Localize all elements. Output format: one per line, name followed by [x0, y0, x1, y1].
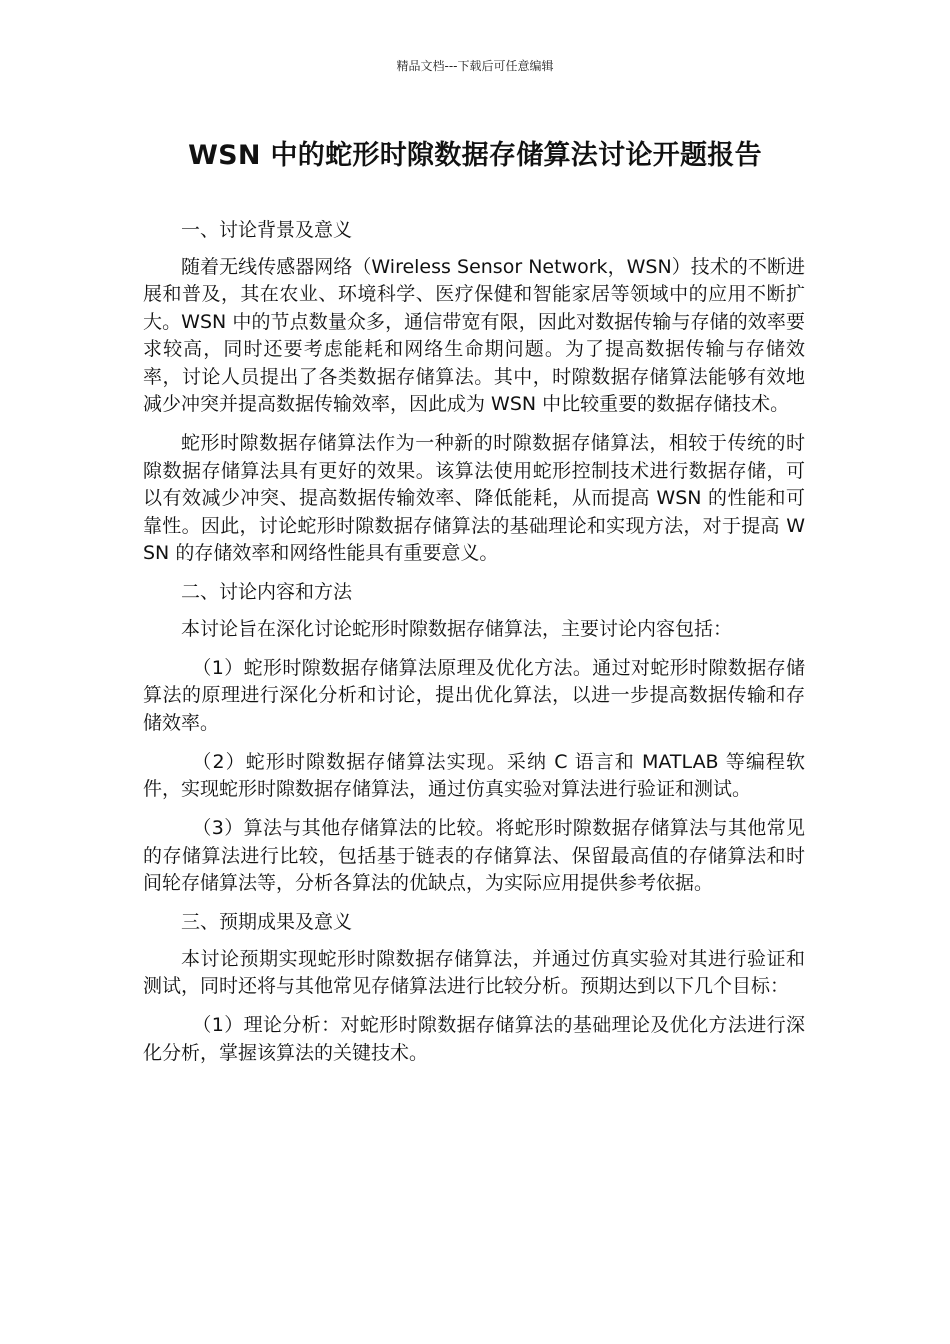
section-1-paragraph-2: 蛇形时隙数据存储算法作为一种新的时隙数据存储算法，相较于传统的时隙数据存储算法具有更好的效果。该算法使用蛇形控制技术进行数据存储，可以有效减少冲突、提高数据传输效率、降低能耗，从而提高 WSN 的性能和可靠性。因此，讨论蛇形时隙数据存储算法的基础理论和实现方法，对于提高 WSN 的存储效率和网络性能具有重要意义。	[143, 432, 805, 564]
section-3-intro: 本讨论预期实现蛇形时隙数据存储算法，并通过仿真实验对其进行验证和测试，同时还将与其他常见存储算法进行比较分析。预期达到以下几个目标：	[143, 947, 805, 997]
section-2-item-2: （2）蛇形时隙数据存储算法实现。采纳 C 语言和 MATLAB 等编程软件，实现蛇形时隙数据存储算法，通过仿真实验对算法进行验证和测试。	[143, 750, 805, 800]
document-title: WSN 中的蛇形时隙数据存储算法讨论开题报告	[188, 140, 762, 171]
section-3-item-1: （1）理论分析：对蛇形时隙数据存储算法的基础理论及优化方法进行深化分析，掌握该算法的关键技术。	[143, 1014, 805, 1064]
section-1-heading: 一、讨论背景及意义	[181, 219, 353, 241]
section-1-paragraph-1: 随着无线传感器网络（Wireless Sensor Network，WSN）技术的不断进展和普及，其在农业、环境科学、医疗保健和智能家居等领域中的应用不断扩大。WSN 中的节点数量众多，通信带宽有限，因此对数据传输与存储的效率要求较高，同时还要考虑能耗和网络生命期问题。为了提高数据传输与存储效率，讨论人员提出了各类数据存储算法。其中，时隙数据存储算法能够有效地减少冲突并提高数据传输效率，因此成为 WSN 中比较重要的数据存储技术。	[143, 255, 805, 415]
section-2-heading: 二、讨论内容和方法	[181, 581, 353, 603]
header-note: 精品文档---下载后可任意编辑	[396, 59, 554, 73]
section-2-item-3: （3）算法与其他存储算法的比较。将蛇形时隙数据存储算法与其他常见的存储算法进行比较，包括基于链表的存储算法、保留最高值的存储算法和时间轮存储算法等，分析各算法的优缺点，为实际应用提供参考依据。	[143, 817, 805, 894]
section-3-heading: 三、预期成果及意义	[181, 911, 353, 933]
document-body	[143, 217, 805, 1079]
section-2-item-1: （1）蛇形时隙数据存储算法原理及优化方法。通过对蛇形时隙数据存储算法的原理进行深化分析和讨论，提出优化算法，以进一步提高数据传输和存储效率。	[143, 656, 805, 734]
section-2-intro: 本讨论旨在深化讨论蛇形时隙数据存储算法，主要讨论内容包括：	[181, 617, 733, 640]
